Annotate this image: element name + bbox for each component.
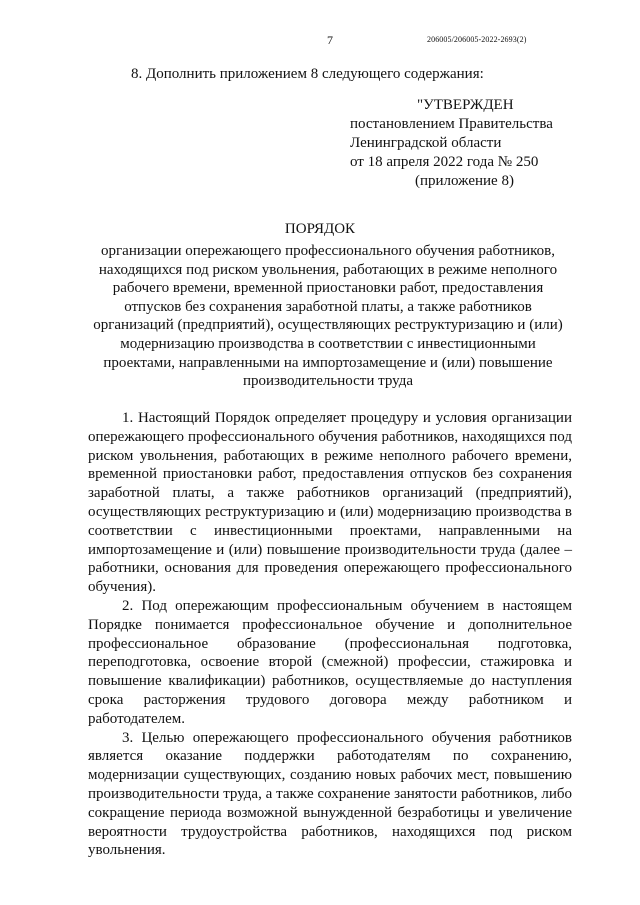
intro-line: 8. Дополнить приложением 8 следующего содержания: bbox=[131, 66, 484, 82]
document-code: 206005/206005-2022-2693(2) bbox=[427, 35, 527, 44]
document-subtitle: организации опережающего профессионального обучения работников, находящихся под риском увольнения, работающих в режиме неполного рабочего времени, временной приостановки работ, предоставления отпусков без сохранения заработной платы, а также работников организаций (предприятий), осуществляющих реструктуризацию и (или) модернизацию производства в соответствии с инвестиционными проектами, направленными на импортозамещение и (или) повышение производительности труда bbox=[93, 243, 563, 390]
approval-appendix: (приложение 8) bbox=[415, 173, 514, 189]
approval-title: "УТВЕРЖДЕН bbox=[417, 97, 514, 113]
paragraph-1: 1. Настоящий Порядок определяет процедуру и условия организации опережающего профессионального обучения работников, находящихся под риском увольнения, работающих в режиме неполного рабочего времени, временной приостановки работ, предоставления отпусков без сохранения заработной платы, а также работников организаций (предприятий), осуществляющих реструктуризацию и (или) модернизацию производства в соответствии с инвестиционными проектами, направленными на импортозамещение и (или) повышение производительности труда (далее – работники, основания для проведения опережающего профессионального обучения). bbox=[88, 410, 572, 596]
paragraph-3: 3. Целью опережающего профессионального обучения работников является оказание поддержки работодателям по сохранению, модернизации существующих, созданию новых рабочих мест, повышению производительности труда, а также сохранение занятости работников, либо сокращение периода возможной вынужденной безработицы и увеличение вероятности трудоустройства работников, находящихся под риском увольнения. bbox=[88, 729, 572, 859]
document-body bbox=[88, 409, 572, 860]
approval-block bbox=[350, 96, 590, 191]
document-heading: ПОРЯДОК bbox=[284, 221, 356, 237]
page-number: 7 bbox=[327, 33, 333, 47]
paragraph-2: 2. Под опережающим профессиональным обучением в настоящем Порядке понимается профессиональное обучение и дополнительное профессиональное образование (профессиональная подготовка, переподготовка, освоение второй (смежной) профессии, стажировка и повышение квалификации) работников, осуществляемые до наступления срока расторжения трудового договора между работником и работодателем. bbox=[88, 597, 572, 727]
approval-line-2: Ленинградской области bbox=[350, 135, 502, 151]
approval-line-1: постановлением Правительства bbox=[350, 116, 553, 132]
approval-line-3: от 18 апреля 2022 года № 250 bbox=[350, 154, 539, 170]
